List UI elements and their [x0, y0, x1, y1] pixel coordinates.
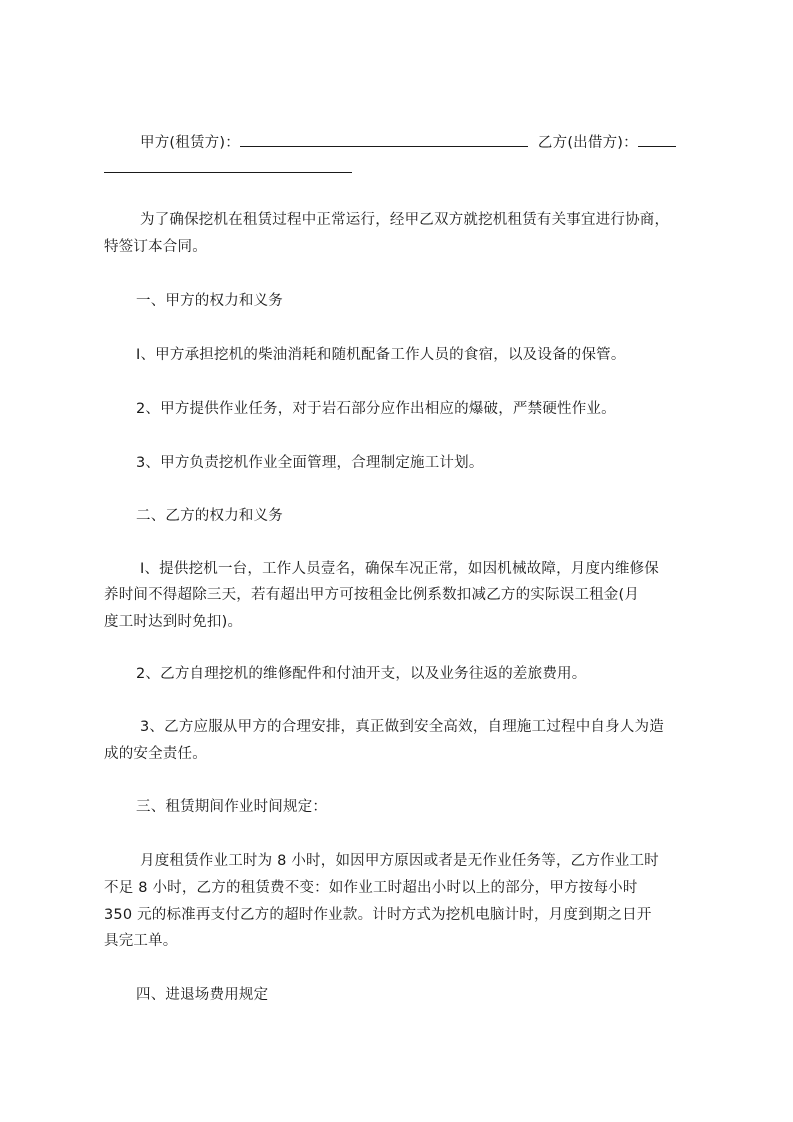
party-b-blank-line2[interactable]: [104, 158, 352, 173]
party-b-blank[interactable]: [638, 132, 676, 147]
section1-heading: 一、甲方的权力和义务: [136, 293, 283, 309]
section2-item2: 2、乙方自理挖机的维修配件和付油开支，以及业务往返的差旅费用。: [136, 666, 587, 682]
party-b-label: 乙方(出借方)：: [537, 135, 638, 151]
section2-item3-line2: 成的安全责任。: [104, 746, 207, 762]
intro-line-2: 特签订本合同。: [104, 239, 207, 255]
section3-line2: 不足 8 小时，乙方的租赁费不变：如作业工时超出小时以上的部分，甲方按每小时: [104, 880, 638, 896]
parties-line: [140, 132, 720, 152]
section3-line3: 350 元的标准再支付乙方的超时作业款。计时方式为挖机电脑计时，月度到期之日开: [104, 907, 652, 923]
section2-item1-line3: 度工时达到时免扣)。: [104, 614, 243, 630]
section2-item1-line1: I、提供挖机一台，工作人员壹名，确保车况正常，如因机械故障，月度内维修保: [140, 561, 659, 577]
section4-heading: 四、进退场费用规定: [136, 987, 269, 1003]
section2-heading: 二、乙方的权力和义务: [136, 508, 283, 524]
party-b-blank-continued: [104, 158, 714, 178]
party-a-label: 甲方(租赁方)：: [140, 135, 240, 151]
section1-item3: 3、甲方负责挖机作业全面管理，合理制定施工计划。: [136, 455, 484, 471]
intro-line-1: 为了确保挖机在租赁过程中正常运行，经甲乙双方就挖机租赁有关事宜进行协商，: [140, 212, 670, 228]
section3-line1: 月度租赁作业工时为 8 小时，如因甲方原因或者是无作业任务等，乙方作业工时: [140, 853, 659, 869]
section2-item1-line2: 养时间不得超除三天，若有超出甲方可按租金比例系数扣减乙方的实际误工租金(月: [104, 587, 640, 603]
section3-heading: 三、租赁期间作业时间规定：: [136, 799, 328, 815]
party-a-blank[interactable]: [240, 132, 528, 147]
section3-line4: 具完工单。: [104, 933, 178, 949]
section2-item3-line1: 3、乙方应服从甲方的合理安排，真正做到安全高效，自理施工过程中自身人为造: [140, 719, 664, 735]
section1-item2: 2、甲方提供作业任务，对于岩石部分应作出相应的爆破，严禁硬性作业。: [136, 401, 616, 417]
section1-item1: I、甲方承担挖机的柴油消耗和随机配备工作人员的食宿，以及设备的保管。: [136, 347, 626, 363]
